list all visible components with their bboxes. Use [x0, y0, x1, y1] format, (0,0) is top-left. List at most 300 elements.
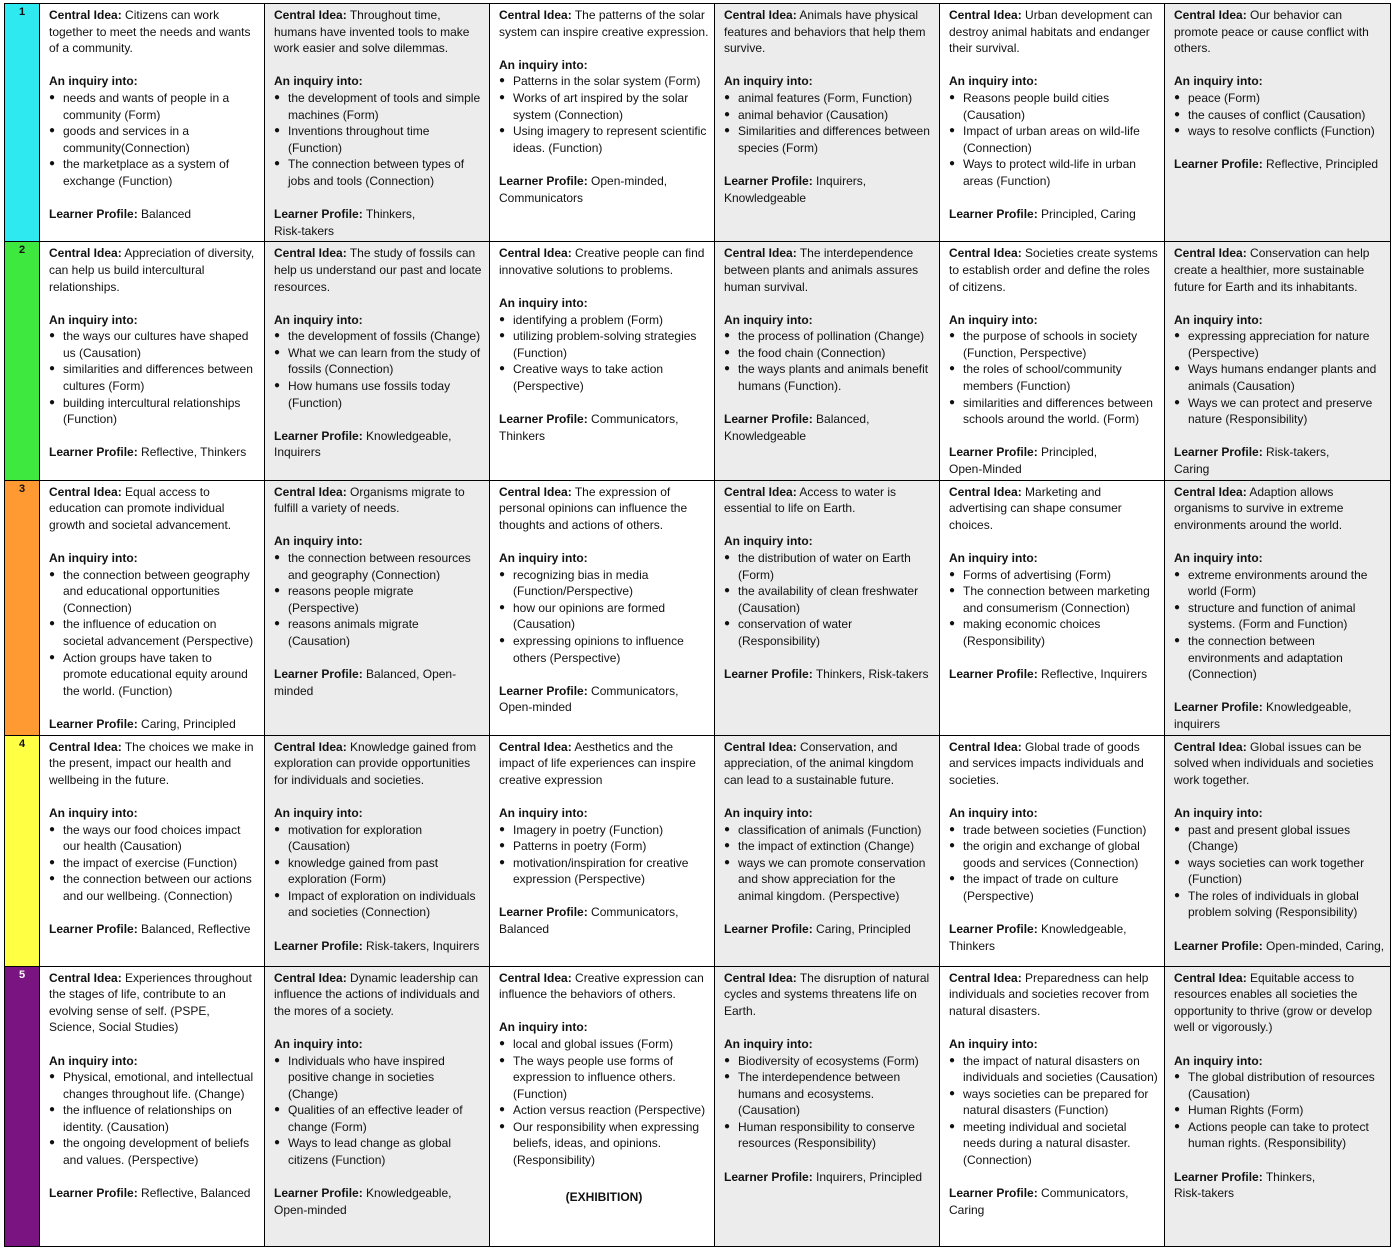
learner-profile-label: Learner Profile:	[724, 667, 813, 682]
central-idea-text: Animals have physical features and behaviors that help them survive.	[724, 8, 926, 56]
learner-profile	[1174, 699, 1385, 732]
central-idea-label: Central Idea:	[949, 246, 1022, 261]
inquiry-list	[949, 1053, 1159, 1169]
central-idea	[274, 739, 484, 789]
central-idea	[724, 484, 934, 517]
central-idea-text: The expression of personal opinions can influence the thoughts and actions of others.	[499, 484, 688, 532]
inquiry-item: ● the influence of relationships on identity. (Causation)	[49, 1102, 259, 1135]
inquiry-item: ● motivation/inspiration for creative expression (Perspective)	[499, 855, 709, 888]
learner-profile-text-continued: Open-Minded	[949, 462, 1022, 477]
learner-profile-text: Balanced, Reflective	[141, 922, 251, 937]
learner-profile-label: Learner Profile:	[49, 1186, 138, 1201]
inquiry-list	[1174, 90, 1385, 140]
inquiry-item: ● the connection between environments and adaptation (Connection)	[1174, 633, 1385, 683]
grade-number-cell	[5, 480, 40, 735]
inquiry-item: ● the food chain (Connection)	[724, 345, 934, 362]
unit-cell	[40, 242, 265, 480]
central-idea-text: Equal access to education can promote individual growth and societal advancement.	[49, 484, 232, 532]
unit-cell	[265, 480, 490, 735]
learner-profile-label: Learner Profile:	[49, 445, 138, 460]
central-idea-text: Societies create systems to establish order and define the roles of citizens.	[949, 246, 1158, 294]
inquiry-label: An inquiry into:	[499, 805, 588, 820]
learner-profile-label: Learner Profile:	[949, 207, 1038, 222]
learner-profile	[949, 666, 1159, 683]
central-idea-label: Central Idea:	[724, 246, 797, 261]
central-idea	[949, 7, 1159, 57]
learner-profile-text: Knowledgeable, Open-minded	[274, 1186, 452, 1217]
central-idea	[49, 484, 259, 534]
learner-profile-label: Learner Profile:	[724, 1169, 813, 1184]
learner-profile-text: Risk-takers,	[1266, 445, 1330, 460]
grade-row	[5, 735, 1391, 966]
inquiry-label: An inquiry into:	[724, 805, 813, 820]
central-idea-label: Central Idea:	[499, 8, 572, 22]
central-idea-text: Organisms migrate to fulfill a variety of needs.	[274, 484, 465, 516]
inquiry-item: ● the connection between our actions and our wellbeing. (Connection)	[49, 871, 259, 904]
inquiry-list	[499, 822, 709, 888]
central-idea-text: Appreciation of diversity, can help us build intercultural relationships.	[49, 246, 255, 294]
central-idea	[274, 245, 484, 295]
inquiry-item: ● Individuals who have inspired positive change in societies (Change)	[274, 1053, 484, 1103]
inquiry-item: ● ways we can promote conservation and show appreciation for the animal kingdom. (Perspective)	[724, 855, 934, 905]
spacer	[949, 295, 1159, 312]
central-idea-label: Central Idea:	[49, 484, 122, 499]
spacer	[949, 1169, 1159, 1186]
central-idea	[724, 970, 934, 1020]
unit-cell	[40, 4, 265, 242]
spacer	[274, 411, 484, 428]
learner-profile-text-continued: Caring	[1174, 462, 1210, 477]
learner-profile	[949, 444, 1159, 461]
inquiry-item: ● Patterns in poetry (Form)	[499, 838, 709, 855]
inquiry-item: ● Similarities and differences between species (Form)	[724, 123, 934, 156]
grade-number: 5	[18, 968, 26, 981]
spacer	[499, 279, 709, 296]
spacer	[1174, 533, 1385, 550]
learner-profile	[499, 683, 709, 716]
grade-number: 4	[18, 737, 26, 750]
central-idea	[499, 484, 709, 534]
central-idea-label: Central Idea:	[49, 739, 122, 754]
central-idea	[499, 970, 709, 1003]
learner-profile	[949, 921, 1159, 954]
inquiry-list	[949, 328, 1159, 428]
spacer	[49, 788, 259, 805]
central-idea-label: Central Idea:	[499, 739, 572, 754]
learner-profile-label: Learner Profile:	[949, 922, 1038, 937]
inquiry-list	[499, 567, 709, 667]
inquiry-item: ● reasons people migrate (Perspective)	[274, 583, 484, 616]
learner-profile-label: Learner Profile:	[49, 716, 138, 731]
central-idea-text: Creative expression can influence the behaviors of others.	[499, 970, 704, 1002]
inquiry-item: ● how our opinions are formed (Causation)	[499, 600, 709, 633]
inquiry-item: ● building intercultural relationships (Function)	[49, 395, 259, 428]
learner-profile-text: Reflective, Principled	[1266, 157, 1379, 172]
inquiry-list	[499, 73, 709, 156]
spacer	[49, 1036, 259, 1053]
inquiry-item: ● similarities and differences between cultures (Form)	[49, 361, 259, 394]
inquiry-item: ● Ways we can protect and preserve nature (Responsibility)	[1174, 395, 1385, 428]
inquiry-item: ● The roles of individuals in global problem solving (Responsibility)	[1174, 888, 1385, 921]
central-idea-label: Central Idea:	[49, 246, 122, 261]
central-idea	[724, 245, 934, 295]
inquiry-item: ● the impact of natural disasters on individuals and societies (Causation)	[949, 1053, 1159, 1086]
unit-cell	[940, 735, 1165, 966]
inquiry-item: ● identifying a problem (Form)	[499, 312, 709, 329]
learner-profile	[274, 938, 484, 955]
unit-cell	[265, 966, 490, 1246]
learner-profile-label: Learner Profile:	[1174, 445, 1263, 460]
inquiry-item: ● Impact of exploration on individuals and societies (Connection)	[274, 888, 484, 921]
learner-profile-label: Learner Profile:	[1174, 1169, 1263, 1184]
spacer	[1174, 1152, 1385, 1169]
spacer	[274, 650, 484, 667]
central-idea	[1174, 739, 1385, 789]
spacer	[1174, 57, 1385, 74]
central-idea-text: Our behavior can promote peace or cause conflict with others.	[1174, 8, 1369, 56]
central-idea-text: Conservation, and appreciation, of the animal kingdom can lead to a sustainable future.	[724, 739, 914, 787]
inquiry-item: ● needs and wants of people in a community (Form)	[49, 90, 259, 123]
central-idea	[49, 739, 259, 789]
spacer	[499, 533, 709, 550]
spacer	[499, 1003, 709, 1020]
spacer	[1174, 428, 1385, 445]
learner-profile	[274, 428, 484, 461]
unit-cell	[940, 480, 1165, 735]
learner-profile-text: Communicators,	[1041, 1186, 1129, 1201]
inquiry-item: ● similarities and differences between schools around the world. (Form)	[949, 395, 1159, 428]
central-idea-text: Urban development can destroy animal habitats and endanger their survival.	[949, 8, 1153, 56]
learner-profile-text: Open-minded, Communicators	[499, 173, 668, 205]
central-idea-label: Central Idea:	[1174, 484, 1247, 499]
inquiry-item: ● Reasons people build cities (Causation)	[949, 90, 1159, 123]
learner-profile	[499, 173, 709, 206]
learner-profile-text-continued: Risk-takers	[274, 223, 335, 238]
spacer	[949, 1019, 1159, 1036]
learner-profile-label: Learner Profile:	[499, 173, 588, 188]
grade-row	[5, 480, 1391, 735]
learner-profile	[49, 716, 259, 733]
learner-profile-label: Learner Profile:	[49, 207, 138, 222]
learner-profile-text: Inquirers, Principled	[816, 1169, 923, 1184]
inquiry-list	[724, 1053, 934, 1153]
learner-profile-text: Balanced	[141, 207, 192, 222]
central-idea-text: Global issues can be solved when individuals and societies work together.	[1174, 739, 1374, 787]
unit-cell	[1165, 480, 1391, 735]
inquiry-item: ● motivation for exploration (Causation)	[274, 822, 484, 855]
central-idea	[1174, 970, 1385, 1036]
central-idea-label: Central Idea:	[49, 970, 122, 985]
central-idea-text: Access to water is essential to life on Earth.	[724, 484, 897, 516]
learner-profile-text: Reflective, Thinkers	[141, 445, 247, 460]
inquiry-item: ● the ways our food choices impact our health (Causation)	[49, 822, 259, 855]
inquiry-label: An inquiry into:	[1174, 74, 1263, 89]
learner-profile-text: Communicators, Open-minded	[499, 683, 679, 715]
learner-profile-text: Principled,	[1041, 445, 1098, 460]
inquiry-list	[49, 90, 259, 190]
learner-profile-text: Knowledgeable, Thinkers	[949, 922, 1127, 953]
inquiry-item: ● trade between societies (Function)	[949, 822, 1159, 839]
central-idea-text: The choices we make in the present, impact our health and wellbeing in the future.	[49, 739, 254, 787]
learner-profile	[49, 444, 259, 461]
inquiry-item: ● knowledge gained from past exploration (Form)	[274, 855, 484, 888]
inquiry-item: ● conservation of water (Responsibility)	[724, 616, 934, 649]
central-idea-label: Central Idea:	[724, 970, 797, 985]
learner-profile-text-continued: Risk-takers	[1174, 1186, 1235, 1201]
learner-profile	[1174, 444, 1385, 461]
learner-profile-text: Open-minded, Caring,	[1266, 938, 1385, 953]
inquiry-label: An inquiry into:	[49, 1053, 138, 1068]
central-idea	[1174, 7, 1385, 57]
central-idea-text: Throughout time, humans have invented tools to make work easier and solve dilemmas.	[274, 8, 470, 56]
unit-cell	[715, 480, 940, 735]
central-idea	[949, 245, 1159, 295]
learner-profile-text: Balanced, Open-minded	[274, 667, 457, 698]
spacer	[1174, 1036, 1385, 1053]
inquiry-item: ● Biodiversity of ecosystems (Form)	[724, 1053, 934, 1070]
central-idea	[49, 7, 259, 57]
inquiry-item: ● the purpose of schools in society (Function, Perspective)	[949, 328, 1159, 361]
spacer	[49, 699, 259, 716]
spacer	[274, 517, 484, 534]
inquiry-item: ● ways societies can work together (Function)	[1174, 855, 1385, 888]
inquiry-item: ● Patterns in the solar system (Form)	[499, 73, 709, 90]
central-idea-text: Adaption allows organisms to survive in extreme environments around the world.	[1174, 484, 1344, 532]
inquiry-item: ● goods and services in a community(Connection)	[49, 123, 259, 156]
unit-cell	[490, 735, 715, 966]
learner-profile	[49, 206, 259, 223]
inquiry-label: An inquiry into:	[274, 312, 363, 327]
learner-profile	[49, 921, 259, 938]
grade-number-cell	[5, 4, 40, 242]
learner-profile-label: Learner Profile:	[949, 1186, 1038, 1201]
inquiry-item: ● the development of tools and simple machines (Form)	[274, 90, 484, 123]
spacer	[274, 295, 484, 312]
inquiry-item: ● Actions people can take to protect human rights. (Responsibility)	[1174, 1119, 1385, 1152]
grade-number: 1	[18, 6, 26, 18]
learner-profile-text: Thinkers, Risk-takers	[815, 667, 929, 682]
central-idea	[949, 739, 1159, 789]
inquiry-item: ● Ways to protect wild-life in urban areas (Function)	[949, 156, 1159, 189]
unit-cell	[940, 4, 1165, 242]
inquiry-item: ● utilizing problem-solving strategies (Function)	[499, 328, 709, 361]
central-idea-label: Central Idea:	[499, 246, 572, 261]
inquiry-item: ● Forms of advertising (Form)	[949, 567, 1159, 584]
learner-profile	[274, 666, 484, 699]
central-idea-text: The interdependence between plants and animals assures human survival.	[724, 246, 919, 294]
learner-profile-label: Learner Profile:	[949, 445, 1038, 460]
spacer	[274, 921, 484, 938]
unit-cell	[490, 966, 715, 1246]
central-idea-text: The patterns of the solar system can inspire creative expression.	[499, 8, 709, 39]
learner-profile-label: Learner Profile:	[274, 938, 363, 953]
spacer	[724, 156, 934, 173]
inquiry-item: ● the roles of school/community members (Function)	[949, 361, 1159, 394]
spacer	[49, 904, 259, 921]
spacer	[724, 517, 934, 534]
spacer	[499, 888, 709, 905]
grade-number-cell	[5, 735, 40, 966]
learner-profile-text: Knowledgeable, inquirers	[1174, 700, 1352, 731]
spacer	[724, 650, 934, 667]
inquiry-item: ● extreme environments around the world (Form)	[1174, 567, 1385, 600]
central-idea-label: Central Idea:	[949, 8, 1022, 22]
inquiry-label: An inquiry into:	[724, 1036, 813, 1051]
inquiry-item: ● Physical, emotional, and intellectual changes throughout life. (Change)	[49, 1069, 259, 1102]
central-idea-label: Central Idea:	[949, 739, 1022, 754]
unit-cell	[715, 735, 940, 966]
unit-cell	[40, 735, 265, 966]
central-idea-text: Preparedness can help individuals and societies recover from natural disasters.	[949, 970, 1150, 1018]
inquiry-item: ● How humans use fossils today (Function)	[274, 378, 484, 411]
inquiry-label: An inquiry into:	[499, 1020, 588, 1035]
inquiry-item: ● What we can learn from the study of fossils (Connection)	[274, 345, 484, 378]
inquiry-item: ● animal behavior (Causation)	[724, 107, 934, 124]
central-idea	[724, 7, 934, 57]
inquiry-item: ● the impact of exercise (Function)	[49, 855, 259, 872]
inquiry-list	[1174, 328, 1385, 428]
central-idea	[274, 484, 484, 517]
inquiry-list	[49, 567, 259, 700]
inquiry-label: An inquiry into:	[274, 805, 363, 820]
unit-cell	[715, 4, 940, 242]
spacer	[274, 57, 484, 74]
inquiry-item: ● meeting individual and societal needs during a natural disaster. (Connection)	[949, 1119, 1159, 1169]
inquiry-label: An inquiry into:	[949, 74, 1038, 89]
learner-profile-label: Learner Profile:	[724, 922, 813, 937]
learner-profile	[724, 173, 934, 206]
spacer	[274, 190, 484, 207]
central-idea-label: Central Idea:	[1174, 246, 1247, 261]
learner-profile-label: Learner Profile:	[49, 922, 138, 937]
inquiry-list	[274, 822, 484, 922]
inquiry-label: An inquiry into:	[274, 534, 363, 549]
inquiry-list	[724, 328, 934, 394]
inquiry-label: An inquiry into:	[1174, 312, 1263, 327]
spacer	[499, 156, 709, 173]
inquiry-item: ● Creative ways to take action (Perspective)	[499, 361, 709, 394]
central-idea-text: Dynamic leadership can influence the actions of individuals and the mores of a society.	[274, 970, 480, 1018]
learner-profile-label: Learner Profile:	[274, 667, 363, 682]
spacer	[724, 295, 934, 312]
spacer	[949, 904, 1159, 921]
central-idea-label: Central Idea:	[724, 484, 797, 499]
inquiry-item: ● the influence of education on societal advancement (Perspective)	[49, 616, 259, 649]
inquiry-item: ● structure and function of animal systems. (Form and Function)	[1174, 600, 1385, 633]
inquiry-item: ● Human Rights (Form)	[1174, 1102, 1385, 1119]
inquiry-list	[274, 1053, 484, 1169]
inquiry-item: ● Impact of urban areas on wild-life (Connection)	[949, 123, 1159, 156]
inquiry-list	[949, 822, 1159, 905]
inquiry-item: ● expressing opinions to influence others (Perspective)	[499, 633, 709, 666]
inquiry-list	[724, 822, 934, 905]
grade-row	[5, 966, 1391, 1246]
inquiry-list	[274, 550, 484, 650]
central-idea	[274, 970, 484, 1020]
inquiry-item: ● the connection between resources and geography (Connection)	[274, 550, 484, 583]
learner-profile	[724, 666, 934, 683]
spacer	[274, 1169, 484, 1186]
spacer	[949, 650, 1159, 667]
unit-cell	[715, 242, 940, 480]
central-idea	[274, 7, 484, 57]
spacer	[724, 395, 934, 412]
central-idea-text: Conservation can help create a healthier, more sustainable future for Earth and its inhabitants.	[1174, 246, 1370, 294]
inquiry-item: ● Imagery in poetry (Function)	[499, 822, 709, 839]
central-idea-label: Central Idea:	[499, 484, 572, 499]
unit-cell	[715, 966, 940, 1246]
spacer	[724, 1152, 934, 1169]
inquiry-label: An inquiry into:	[274, 1036, 363, 1051]
inquiry-label: An inquiry into:	[724, 534, 813, 549]
inquiry-list	[724, 90, 934, 156]
inquiry-list	[49, 1069, 259, 1169]
inquiry-item: ● The connection between marketing and consumerism (Connection)	[949, 583, 1159, 616]
inquiry-item: ● the origin and exchange of global goods and services (Connection)	[949, 838, 1159, 871]
inquiry-label: An inquiry into:	[724, 74, 813, 89]
learner-profile-label: Learner Profile:	[499, 412, 588, 427]
spacer	[949, 190, 1159, 207]
spacer	[49, 190, 259, 207]
learner-profile	[724, 1169, 934, 1186]
central-idea	[499, 739, 709, 789]
learner-profile	[1174, 938, 1385, 955]
central-idea	[499, 245, 709, 278]
exhibition-note: (EXHIBITION)	[565, 1190, 643, 1205]
spacer	[499, 788, 709, 805]
learner-profile-text: Principled, Caring	[1041, 207, 1136, 222]
inquiry-item: ● Works of art inspired by the solar system (Connection)	[499, 90, 709, 123]
central-idea-text: The disruption of natural cycles and systems threatens life on Earth.	[724, 970, 930, 1018]
learner-profile	[49, 1185, 259, 1202]
central-idea-label: Central Idea:	[949, 970, 1022, 985]
inquiry-label: An inquiry into:	[274, 74, 363, 89]
inquiry-label: An inquiry into:	[949, 551, 1038, 565]
learner-profile-text: Caring, Principled	[816, 922, 911, 937]
learner-profile-text-continued: Caring	[949, 1202, 985, 1217]
grade-number: 3	[18, 482, 26, 495]
spacer	[724, 904, 934, 921]
spacer	[949, 788, 1159, 805]
central-idea-text: Equitable access to resources enables all societies the opportunity to thrive (grow or develop well or vigorously.)	[1174, 970, 1373, 1035]
central-idea	[499, 7, 709, 40]
inquiry-label: An inquiry into:	[949, 805, 1038, 820]
learner-profile	[499, 411, 709, 444]
spacer	[49, 1169, 259, 1186]
inquiry-item: ● the availability of clean freshwater (Causation)	[724, 583, 934, 616]
central-idea-label: Central Idea:	[1174, 970, 1247, 985]
central-idea-label: Central Idea:	[274, 739, 347, 754]
inquiry-item: ● the distribution of water on Earth (Form)	[724, 550, 934, 583]
unit-cell	[490, 4, 715, 242]
inquiry-item: ● animal features (Form, Function)	[724, 90, 934, 107]
grade-number-cell	[5, 966, 40, 1246]
inquiry-label: An inquiry into:	[49, 74, 138, 89]
central-idea-text: Knowledge gained from exploration can provide opportunities for individuals and societies.	[274, 739, 477, 787]
learner-profile-text: Knowledgeable, Inquirers	[274, 428, 452, 460]
inquiry-item: ● ways to resolve conflicts (Function)	[1174, 123, 1385, 140]
central-idea-label: Central Idea:	[724, 739, 797, 754]
spacer	[949, 428, 1159, 445]
unit-cell	[940, 966, 1165, 1246]
learner-profile-label: Learner Profile:	[274, 207, 363, 222]
inquiry-item: ● the marketplace as a system of exchange (Function)	[49, 156, 259, 189]
spacer	[724, 788, 934, 805]
learner-profile	[499, 904, 709, 937]
central-idea-label: Central Idea:	[49, 8, 122, 22]
grade-number: 2	[18, 244, 26, 257]
spacer	[274, 788, 484, 805]
